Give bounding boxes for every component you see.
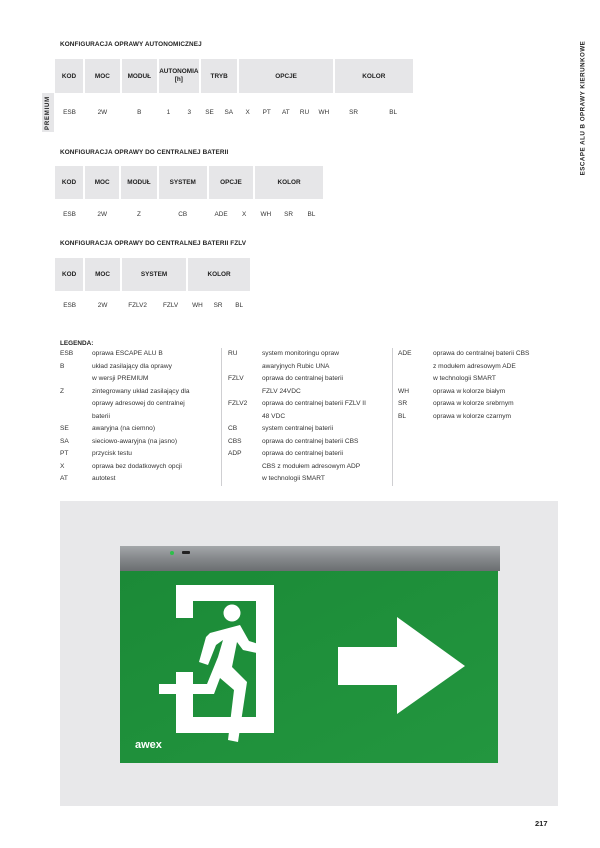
- config-table-autonomous: [55, 59, 413, 132]
- legend-code: SA: [60, 437, 69, 445]
- legend-desc: system centralnej baterii: [262, 425, 334, 432]
- header-cell: KOD: [55, 258, 84, 291]
- value-cell: SA: [219, 93, 238, 132]
- legend-desc: oprawa w kolorze białym: [433, 387, 506, 395]
- legend-code: RU: [228, 350, 238, 357]
- side-category-label: ESCAPE ALU B OPRAWY KIERUNKOWE: [579, 40, 587, 176]
- legend-desc: awaryjnych Rubic UNA: [262, 362, 330, 370]
- legend-code: WH: [398, 387, 409, 395]
- legend-desc: oprawa do centralnej baterii: [262, 375, 344, 382]
- product-photo: [60, 501, 558, 806]
- config-table-fzlv: [55, 258, 250, 320]
- legend-row: [228, 411, 390, 424]
- value-cell: BL: [228, 291, 250, 320]
- legend-row: [60, 386, 220, 399]
- value-cell: WH: [254, 199, 277, 229]
- header-cell: KOLOR: [254, 166, 323, 199]
- value-cell: BL: [373, 93, 413, 132]
- legend-desc: z modułem adresowym ADE: [433, 362, 516, 370]
- legend-row: [398, 348, 548, 361]
- legend-row: [60, 411, 220, 424]
- legend-row: [228, 448, 390, 461]
- luminaire-housing: [120, 546, 500, 571]
- legend-desc: autotest: [92, 475, 116, 482]
- header-cell: KOLOR: [187, 258, 250, 291]
- legend-desc: w wersji PREMIUM: [92, 375, 149, 382]
- header-cell: MOC: [84, 166, 121, 199]
- legend-row: [228, 461, 390, 474]
- value-cell: SR: [208, 291, 229, 320]
- legend-code: FZLV2: [228, 400, 248, 407]
- legend-desc: oprawa w kolorze srebrnym: [433, 400, 514, 407]
- value-cell: SR: [277, 199, 299, 229]
- legend-desc: oprawa do centralnej baterii: [262, 450, 344, 457]
- value-cell: FZLV: [154, 291, 187, 320]
- legend-row: [60, 348, 220, 361]
- legend-row: [60, 361, 220, 374]
- legend-row: [228, 373, 390, 386]
- legend-code: Z: [60, 387, 65, 395]
- legend-row: [228, 348, 390, 361]
- header-cell: TRYB: [200, 59, 239, 93]
- value-cell: ADE: [208, 199, 234, 229]
- legend-desc: oprawa w kolorze czarnym: [433, 412, 512, 420]
- legend-row: [228, 398, 390, 411]
- value-cell: 2W: [84, 93, 121, 132]
- legend-row: [398, 398, 548, 411]
- legend-desc: w technologii SMART: [433, 375, 496, 382]
- exit-sign-illustration: [60, 501, 558, 806]
- header-cell: SYSTEM: [158, 166, 208, 199]
- legend-code: X: [60, 462, 65, 470]
- value-cell: X: [238, 93, 256, 132]
- value-cell: 1: [158, 93, 179, 132]
- legend-code: BL: [398, 412, 407, 420]
- legend-desc: w technologii SMART: [262, 475, 325, 482]
- legend-desc: FZLV 24VDC: [262, 387, 301, 395]
- legend-desc: oprawa do centralnej baterii CBS: [433, 350, 530, 357]
- legend-row: [60, 461, 220, 474]
- section-title-central-battery: KONFIGURACJA OPRAWY DO CENTRALNEJ BATERII: [60, 149, 229, 156]
- section-title-fzlv: KONFIGURACJA OPRAWY DO CENTRALNEJ BATERII FZLV: [60, 240, 247, 247]
- header-cell: MOC: [84, 59, 121, 93]
- legend-code: AT: [60, 475, 68, 482]
- value-cell: AT: [277, 93, 296, 132]
- premium-label-box: [42, 93, 54, 132]
- legend-desc: system monitoringu opraw: [262, 350, 339, 357]
- legend-row: [228, 423, 390, 436]
- value-cell: B: [121, 93, 158, 132]
- header-cell: SYSTEM: [121, 258, 187, 291]
- legend-desc: sieciowo-awaryjna (na jasno): [92, 437, 178, 445]
- value-cell: RU: [295, 93, 314, 132]
- value-cell: 2W: [84, 291, 121, 320]
- legend-divider: [221, 348, 222, 486]
- legend-row: [60, 423, 220, 436]
- legend-desc: awaryjna (na ciemno): [92, 425, 156, 432]
- legend-column-2: [228, 348, 390, 486]
- value-cell: SR: [334, 93, 374, 132]
- value-cell: WH: [314, 93, 334, 132]
- value-cell: CB: [158, 199, 208, 229]
- legend-row: [398, 411, 548, 424]
- value-cell: 2W: [84, 199, 121, 229]
- legend-desc: przycisk testu: [92, 450, 132, 457]
- header-cell: KOLOR: [334, 59, 413, 93]
- legend-code: CB: [228, 425, 238, 432]
- legend-divider: [392, 348, 393, 486]
- legend-row: [60, 436, 220, 449]
- legend-desc: 48 VDC: [262, 412, 286, 420]
- legend-desc: oprawa bez dodatkowych opcji: [92, 462, 182, 470]
- value-cell: X: [234, 199, 254, 229]
- header-cell: OPCJE: [238, 59, 333, 93]
- legend-desc: oprawa ESCAPE ALU B: [92, 350, 163, 357]
- legend-row: [228, 473, 390, 486]
- legend-row: [60, 373, 220, 386]
- legend-row: [398, 386, 548, 399]
- legend-desc: oprawy adresowej do centralnej: [92, 400, 185, 407]
- legend-code: SR: [398, 400, 408, 407]
- test-button-icon: [182, 551, 190, 554]
- legend-desc: oprawa do centralnej baterii CBS: [262, 437, 359, 445]
- value-cell: ESB: [55, 291, 84, 320]
- status-led-icon: [170, 551, 174, 555]
- value-cell: Z: [120, 199, 157, 229]
- value-cell: ESB: [55, 93, 84, 132]
- value-cell: BL: [300, 199, 323, 229]
- legend-title: LEGENDA:: [60, 340, 94, 347]
- brand-logo: awex: [135, 739, 162, 751]
- header-cell: MODUŁ: [121, 59, 158, 93]
- legend-code: ESB: [60, 350, 74, 357]
- header-cell: AUTONOMIA [h]: [158, 59, 200, 93]
- value-cell: PT: [257, 93, 277, 132]
- legend-desc: układ zasilający dla oprawy: [92, 362, 172, 370]
- premium-label: PREMIUM: [45, 95, 51, 130]
- legend-row: [398, 373, 548, 386]
- legend-desc: baterii: [92, 412, 110, 420]
- header-cell: KOD: [55, 59, 84, 93]
- legend-code: ADE: [398, 350, 412, 357]
- legend-code: SE: [60, 425, 69, 432]
- legend-row: [228, 386, 390, 399]
- header-cell: OPCJE: [208, 166, 254, 199]
- legend-column-3: [398, 348, 548, 423]
- legend-row: [228, 361, 390, 374]
- legend-desc: CBS z modułem adresowym ADP: [262, 462, 361, 470]
- legend-row: [228, 436, 390, 449]
- value-cell: FZLV2: [121, 291, 154, 320]
- legend-row: [60, 398, 220, 411]
- legend-code: FZLV: [228, 375, 244, 382]
- legend-desc: zintegrowany układ zasilający dla: [92, 387, 190, 395]
- legend-column-1: [60, 348, 220, 486]
- legend-row: [60, 473, 220, 486]
- header-cell: MODUŁ: [120, 166, 157, 199]
- legend-code: PT: [60, 450, 69, 457]
- value-cell: SE: [200, 93, 219, 132]
- legend-row: [398, 361, 548, 374]
- config-table-central-battery: [55, 166, 323, 229]
- header-cell: MOC: [84, 258, 121, 291]
- value-cell: WH: [187, 291, 208, 320]
- value-cell: ESB: [55, 199, 84, 229]
- header-cell: KOD: [55, 166, 84, 199]
- legend-code: B: [60, 362, 65, 370]
- legend-code: CBS: [228, 437, 242, 445]
- legend-code: ADP: [228, 450, 242, 457]
- section-title-autonomous: KONFIGURACJA OPRAWY AUTONOMICZNEJ: [60, 41, 202, 48]
- page-number: 217: [535, 819, 548, 828]
- value-cell: 3: [179, 93, 200, 132]
- legend-row: [60, 448, 220, 461]
- legend-desc: oprawa do centralnej baterii FZLV II: [262, 400, 366, 407]
